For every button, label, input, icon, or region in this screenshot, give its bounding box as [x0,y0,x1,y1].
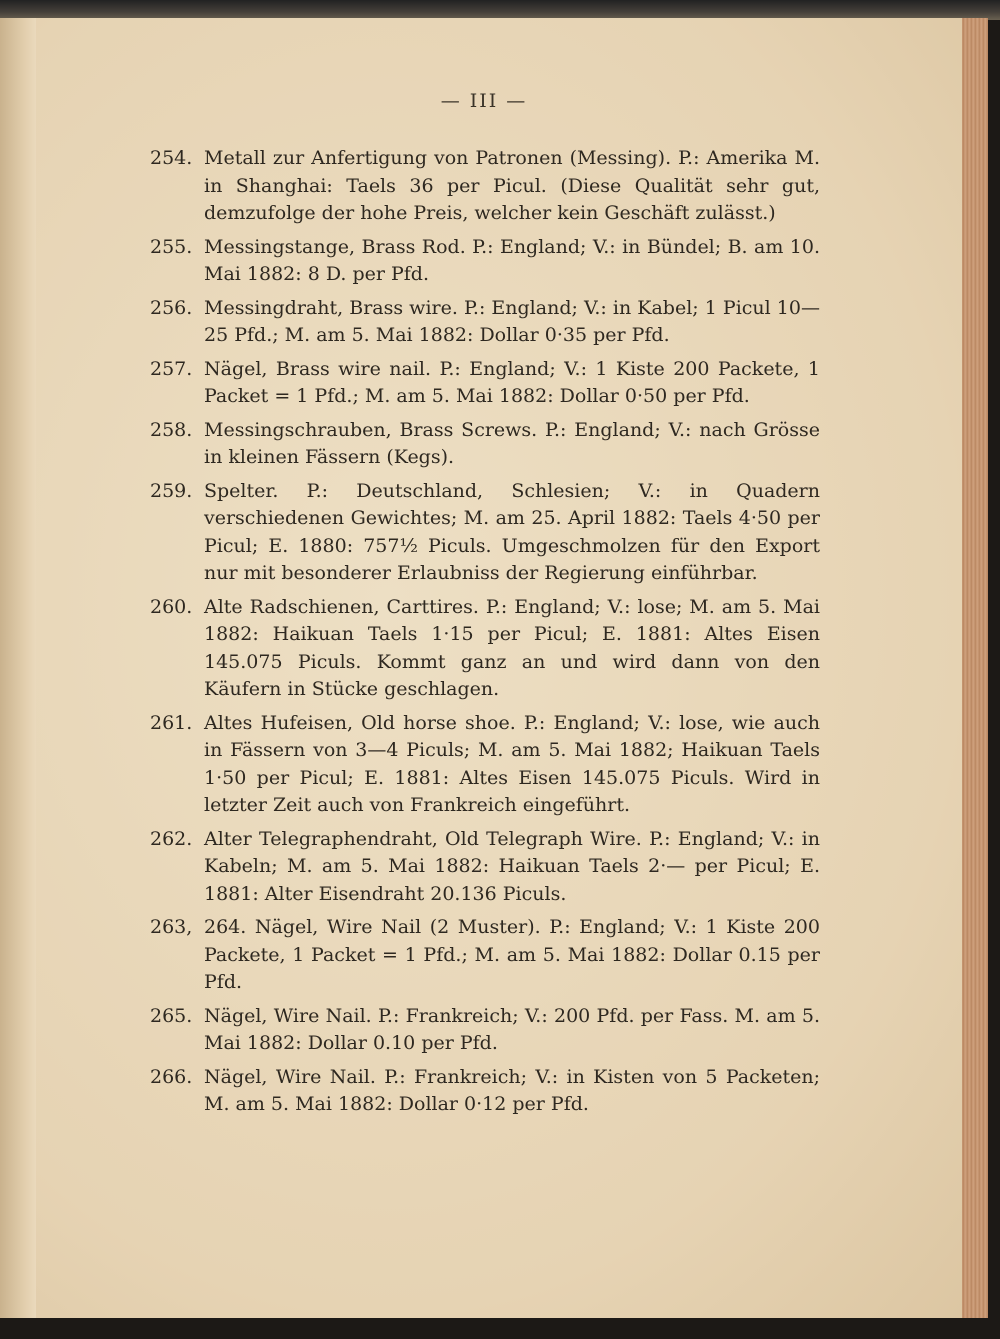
entry-text: 264. Nägel, Wire Nail (2 Muster). P.: England; V.: 1 Kiste 200 Packete, 1 Packet = 1 Pfd.; M. am 5. Mai 1882: Dollar 0.15 per Pfd. [204,916,820,993]
entry-258 [150,417,820,472]
entry-255 [150,234,820,289]
entry-260 [150,594,820,704]
entry-261 [150,710,820,820]
entry-text: Nägel, Wire Nail. P.: Frankreich; V.: in Kisten von 5 Packeten; M. am 5. Mai 1882: Dollar 0·12 per Pfd. [204,1065,820,1115]
entry-number: 265. [150,1004,193,1027]
entry-number: 256. [150,296,193,319]
entry-254 [150,145,820,228]
entry-text: Messingschrauben, Brass Screws. P.: England; V.: nach Grösse in kleinen Fässern (Kegs). [204,418,820,468]
entry-265 [150,1003,820,1058]
entry-257 [150,356,820,411]
entry-text: Nägel, Brass wire nail. P.: England; V.: 1 Kiste 200 Packete, 1 Packet = 1 Pfd.; M. am 5. Mai 1882: Dollar 0·50 per Pfd. [204,357,820,407]
entry-text: Messingstange, Brass Rod. P.: England; V.: in Bündel; B. am 10. Mai 1882: 8 D. per Pfd. [204,235,820,285]
entry-text: Messingdraht, Brass wire. P.: England; V.: in Kabel; 1 Picul 10—25 Pfd.; M. am 5. Mai 1882: Dollar 0·35 per Pfd. [204,296,820,346]
entry-259 [150,478,820,588]
entry-text: Metall zur Anfertigung von Patronen (Messing). P.: Amerika M. in Shanghai: Taels 36 per Picul. (Diese Qualität sehr gut, demzufolge der hohe Preis, welcher kein Geschäft zulässt.) [204,147,820,224]
page-edges [962,18,988,1318]
entry-number: 261. [150,711,193,734]
entry-number: 262. [150,827,193,850]
entry-text: Nägel, Wire Nail. P.: Frankreich; V.: 200 Pfd. per Fass. M. am 5. Mai 1882: Dollar 0.10 per Pfd. [204,1004,820,1054]
entry-263-264 [150,914,820,997]
entry-256 [150,295,820,350]
entry-text: Alter Telegraphendraht, Old Telegraph Wire. P.: England; V.: in Kabeln; M. am 5. Mai 1882: Haikuan Taels 2·— per Picul; E. 1881: Alter Eisendraht 20.136 Piculs. [204,827,820,905]
entry-number: 257. [150,357,193,380]
entry-number: 258. [150,418,193,441]
entry-262 [150,826,820,909]
entry-text: Spelter. P.: Deutschland, Schlesien; V.: in Quadern verschiedenen Gewichtes; M. am 25. April 1882: Taels 4·50 per Picul; E. 1880: 757½ Piculs. Umgeschmolzen für den Export nur mit besonderer Erlaubniss der Regierung einführbar. [204,479,820,584]
entry-text: Alte Radschienen, Carttires. P.: England; V.: lose; M. am 5. Mai 1882: Haikuan Taels 1·15 per Picul; E. 1881: Altes Eisen 145.075 Piculs. Kommt ganz an und wird dann von den Käufern in Stücke geschlagen. [204,595,820,700]
entry-number: 255. [150,235,193,258]
book-spine-top [0,0,1000,20]
page-number: — III — [440,90,528,112]
entry-text: Altes Hufeisen, Old horse shoe. P.: England; V.: lose, wie auch in Fässern von 3—4 Piculs; M. am 5. Mai 1882; Haikuan Taels 1·50 per Picul; E. 1881: Altes Eisen 145.075 Piculs. Wird in letzter Zeit auch von Frankreich eingeführt. [204,711,820,816]
entry-number: 263, [150,916,193,938]
entry-number: 259. [150,479,193,502]
entry-number: 254. [150,147,193,169]
entry-list [150,145,820,1125]
page-gutter [0,18,36,1318]
entry-number: 260. [150,595,193,618]
entry-number: 266. [150,1065,193,1088]
entry-266 [150,1064,820,1119]
